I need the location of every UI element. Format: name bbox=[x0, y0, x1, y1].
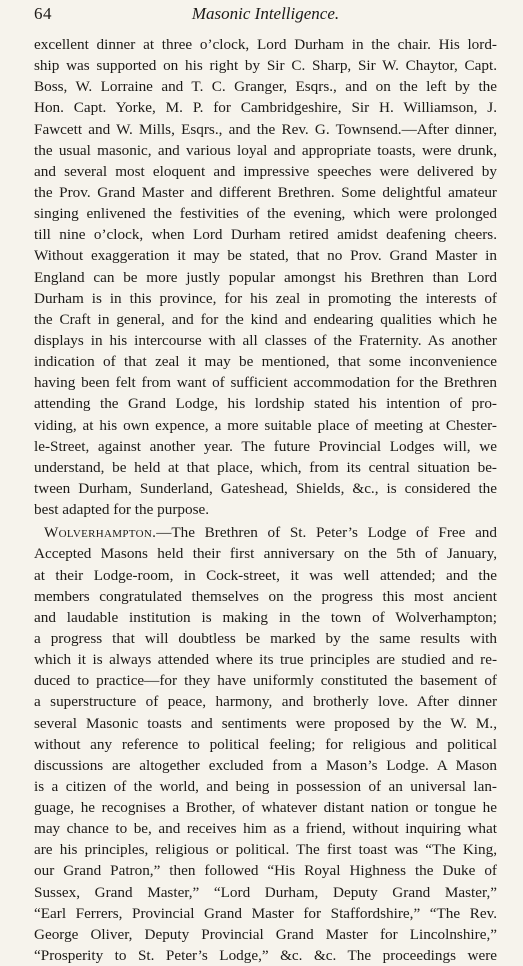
text-line: singing enlivened the festivities of the evening, which were prolonged bbox=[34, 205, 497, 223]
text-line: several Masonic toasts and sentiments were proposed by the W. M., bbox=[34, 714, 497, 732]
text-line: Accepted Masons held their first anniversary on the 5th of January, bbox=[34, 545, 497, 563]
text-line: our Grand Patron,” then followed “His Royal Highness the Duke of bbox=[34, 862, 497, 880]
page-number: 64 bbox=[34, 4, 52, 23]
text-line: best adapted for the purpose. bbox=[34, 501, 210, 519]
text-line: which it is always attended where its true principles are studied and re- bbox=[34, 651, 497, 669]
text-line: members congratulated themselves on the progress this most ancient bbox=[34, 587, 497, 605]
text-line: Boss, W. Lorraine and T. C. Granger, Esqrs., and on the left by the bbox=[34, 78, 497, 96]
text-line: “Earl Ferrers, Provincial Grand Master for Staffordshire,” “The Rev. bbox=[34, 904, 497, 922]
text-line: is a citizen of the world, and being in possession of an universal lan- bbox=[34, 777, 497, 795]
text-line: having been felt from want of sufficient accommodation for the Brethren bbox=[34, 374, 497, 392]
text-line: displays in his intercourse with all classes of the Fraternity. As another bbox=[34, 331, 497, 349]
text-line: a superstructure of peace, harmony, and brotherly love. After dinner bbox=[34, 693, 497, 711]
text-line: tween Durham, Sunderland, Gateshead, Shields, &c., is considered the bbox=[34, 479, 497, 497]
text-line: and several most eloquent and impressive speeches were delivered by bbox=[34, 162, 497, 180]
text-line: indication of that zeal it may be mentioned, that some inconvenience bbox=[34, 353, 497, 371]
paragraph-durham-dinner bbox=[34, 34, 497, 520]
page-body bbox=[34, 34, 497, 966]
text-line: “Prosperity to St. Peter’s Lodge,” &c. &c. The proceedings were bbox=[34, 947, 497, 965]
text-line: attending the Grand Lodge, his lordship stated his intention of pro- bbox=[34, 395, 497, 413]
text-line: till nine o’clock, when Lord Durham retired amidst deafening cheers. bbox=[34, 226, 497, 244]
text-line: England can be more justly popular amongst his Brethren than Lord bbox=[34, 268, 497, 286]
paragraph-wolverhampton bbox=[34, 522, 497, 966]
text-line: the Prov. Grand Master and different Brethren. Some delightful amateur bbox=[34, 183, 497, 201]
text-line: discussions are altogether excluded from a Mason’s Lodge. A Mason bbox=[34, 756, 497, 774]
text-line: George Oliver, Deputy Provincial Grand Master for Lincolnshire,” bbox=[34, 925, 497, 943]
text-line: duced to practice—for they have uniformly constituted the basement of bbox=[34, 672, 497, 690]
text-line: Fawcett and W. Mills, Esqrs., and the Rev. G. Townsend.—After dinner, bbox=[34, 120, 497, 138]
section-heading: Wolverhampton. bbox=[44, 524, 157, 542]
page-header bbox=[34, 4, 497, 32]
text-line bbox=[34, 522, 497, 543]
text-line: the usual masonic, and various loyal and appropriate toasts, were drunk, bbox=[34, 141, 497, 159]
text-line: excellent dinner at three o’clock, Lord Durham in the chair. His lord- bbox=[34, 36, 497, 53]
text-line: a progress that will doubtless be marked by the same results with bbox=[34, 629, 497, 647]
text-line: without any reference to political feeling; for religious and political bbox=[34, 735, 497, 753]
text-line: Without exaggeration it may be stated, that no Prov. Grand Master in bbox=[34, 247, 497, 265]
text-line: ship was supported on his right by Sir C. Sharp, Sir W. Chaytor, Capt. bbox=[34, 57, 497, 75]
text-line: Durham is in this province, for his zeal in promoting the interests of bbox=[34, 289, 497, 307]
text-line: Hon. Capt. Yorke, M. P. for Cambridgeshire, Sir H. Williamson, J. bbox=[34, 99, 497, 117]
text-line: are his principles, religious or political. The first toast was “The King, bbox=[34, 841, 497, 859]
text-line: viding, at his own expence, a more suitable place of meeting at Chester- bbox=[34, 416, 497, 434]
text-line: may chance to be, and receives him as a friend, without inquiring what bbox=[34, 820, 497, 838]
text-line: and laudable institution is making in the town of Wolverhampton; bbox=[34, 608, 497, 626]
text-line: the Craft in general, and for the kind and endearing qualities which he bbox=[34, 310, 497, 328]
text-line-rest: —The Brethren of St. Peter’s Lodge of Free and bbox=[156, 524, 497, 542]
text-line: Sussex, Grand Master,” “Lord Durham, Deputy Grand Master,” bbox=[34, 883, 497, 901]
text-line: at their Lodge-room, in Cock-street, it was well attended; and the bbox=[34, 566, 497, 584]
running-title: Masonic Intelligence. bbox=[191, 4, 340, 23]
text-line: guage, he recognises a Brother, of whatever distant nation or tongue he bbox=[34, 799, 497, 817]
text-line: le-Street, against another year. The future Provincial Lodges will, we bbox=[34, 437, 497, 455]
text-line: understand, be held at that place, which, from its central situation be- bbox=[34, 458, 497, 476]
